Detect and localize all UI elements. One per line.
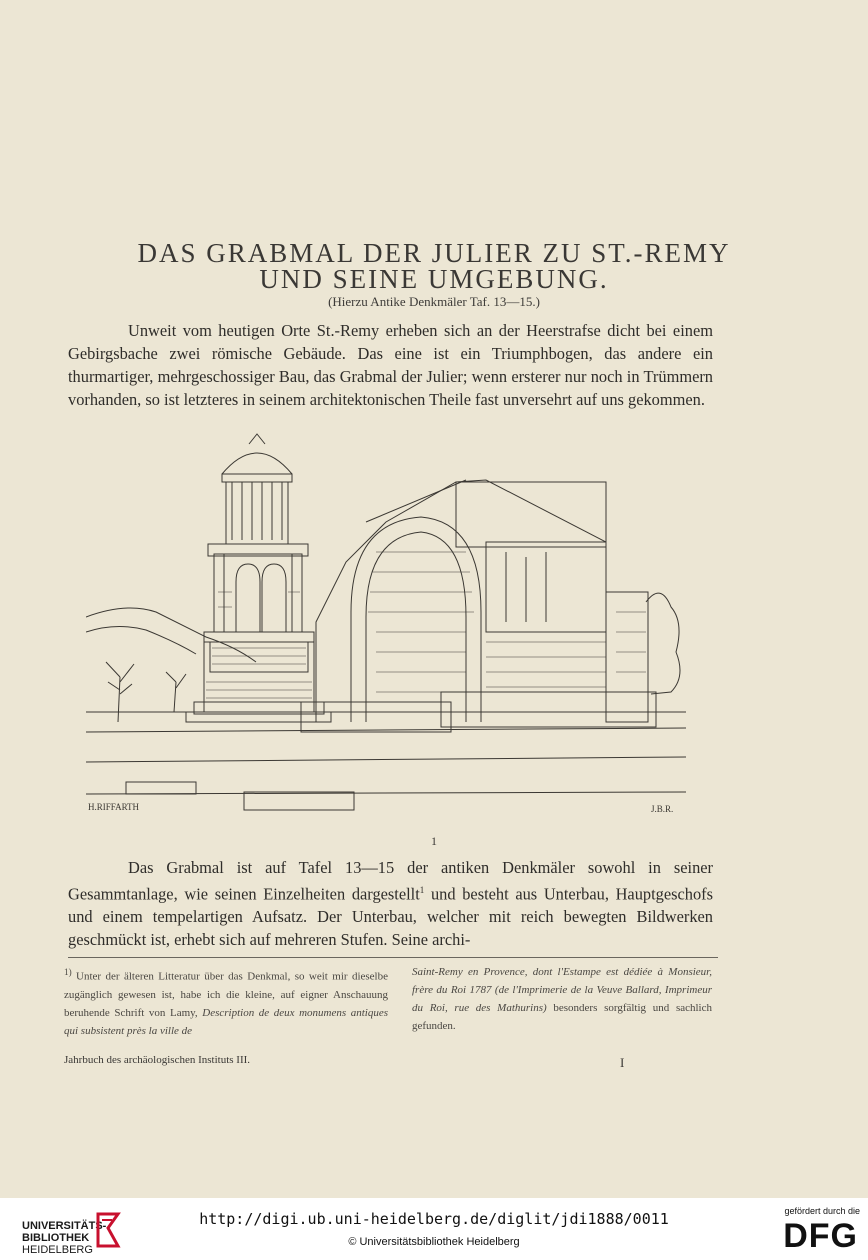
tree-left [106, 662, 134, 722]
permalink-url[interactable]: http://digi.ub.uni-heidelberg.de/diglit/jdi1888/0011 [199, 1210, 669, 1228]
footnote-left-title: Description de deux monumens antiques qui subsistent près la ville de [64, 1006, 388, 1037]
footnote-right-text: besonders sorgfältig und sachlich gefunden. [412, 1002, 712, 1032]
page-number: I [620, 1055, 625, 1070]
monuments-illustration [86, 432, 686, 832]
main-paragraph-part-1: Das Grabmal ist auf Tafel 13—15 der antiken Denkmäler sowohl in seiner Gesammtanlage, wie seinen Einzelheiten dargestellt [68, 858, 713, 904]
funding-note: gefördert durch die [784, 1206, 860, 1216]
dfg-logo[interactable]: DFG [783, 1217, 858, 1255]
figure-number: 1 [431, 834, 437, 848]
intro-paragraph: Unweit vom heutigen Orte St.-Remy erheben sich an der Heerstrafse dicht bei einem Gebirgsbache zwei römische Gebäude. Das eine ist ein Triumphbogen, das andere ein thurmartiger, mehrgeschossiger Bau, das Grabmal der Julier; wenn ersterer nur noch in Trümmern vorhanden, so ist letzteres in seinem architektonischen Theile fast unversehrt auf uns gekommen. [68, 321, 713, 409]
page-title-line-1: DAS GRABMAL DER JULIER ZU ST.-REMY [137, 238, 731, 268]
tree-right [646, 593, 680, 694]
main-paragraph [68, 856, 713, 951]
footnote-left-text: Unter der älteren Litteratur über das Denkmal, so weit mir dieselbe zugänglich gewesen ist, habe ich die kleine, auf eigner Anschauung beruhende Schrift von Lamy, [64, 970, 388, 1019]
copyright-notice: © Universitätsbibliothek Heidelberg [348, 1236, 520, 1248]
engraver-signature-right: J.B.R. [651, 804, 674, 814]
footnote-reference: 1 [419, 885, 425, 895]
plate-reference: (Hierzu Antike Denkmäler Taf. 13—15.) [328, 294, 540, 309]
footnote-mark: 1) [64, 967, 72, 977]
triumphal-arch-drawing [301, 480, 656, 732]
page-title-line-2: UND SEINE UMGEBUNG. [259, 264, 609, 294]
library-name-line-2: BIBLIOTHEK [22, 1232, 90, 1244]
mausoleum-drawing [186, 434, 331, 722]
footnote-left-column [64, 963, 388, 1040]
library-name-line-3: HEIDELBERG [22, 1244, 93, 1256]
viewer-footer [0, 1198, 868, 1260]
footnote-right-column [412, 963, 712, 1035]
main-paragraph-part-2: und besteht aus Unterbau, Hauptgeschofs und einem tempelartigen Aufsatz. Der Unterbau, welcher mit reich bewegten Bildwerken geschmückt ist, erhebt sich auf mehreren Stufen. Seine archi- [68, 884, 714, 950]
engraving-figure [86, 432, 686, 832]
mountain-line [86, 608, 256, 662]
library-name-line-1: UNIVERSITÄTS- [22, 1220, 107, 1232]
running-footer: Jahrbuch des archäologischen Instituts III. [64, 1054, 251, 1066]
footnote-right-title: Saint-Remy en Provence, dont l'Estampe est dédiée à Monsieur, frère du Roi 1787 (de l'Imprimerie de la Veuve Ballard, Imprimeur du Roi, rue des Mathurins) [412, 966, 712, 1014]
engraver-signature-left: H.RIFFARTH [88, 802, 140, 812]
footnote-separator [68, 957, 718, 958]
